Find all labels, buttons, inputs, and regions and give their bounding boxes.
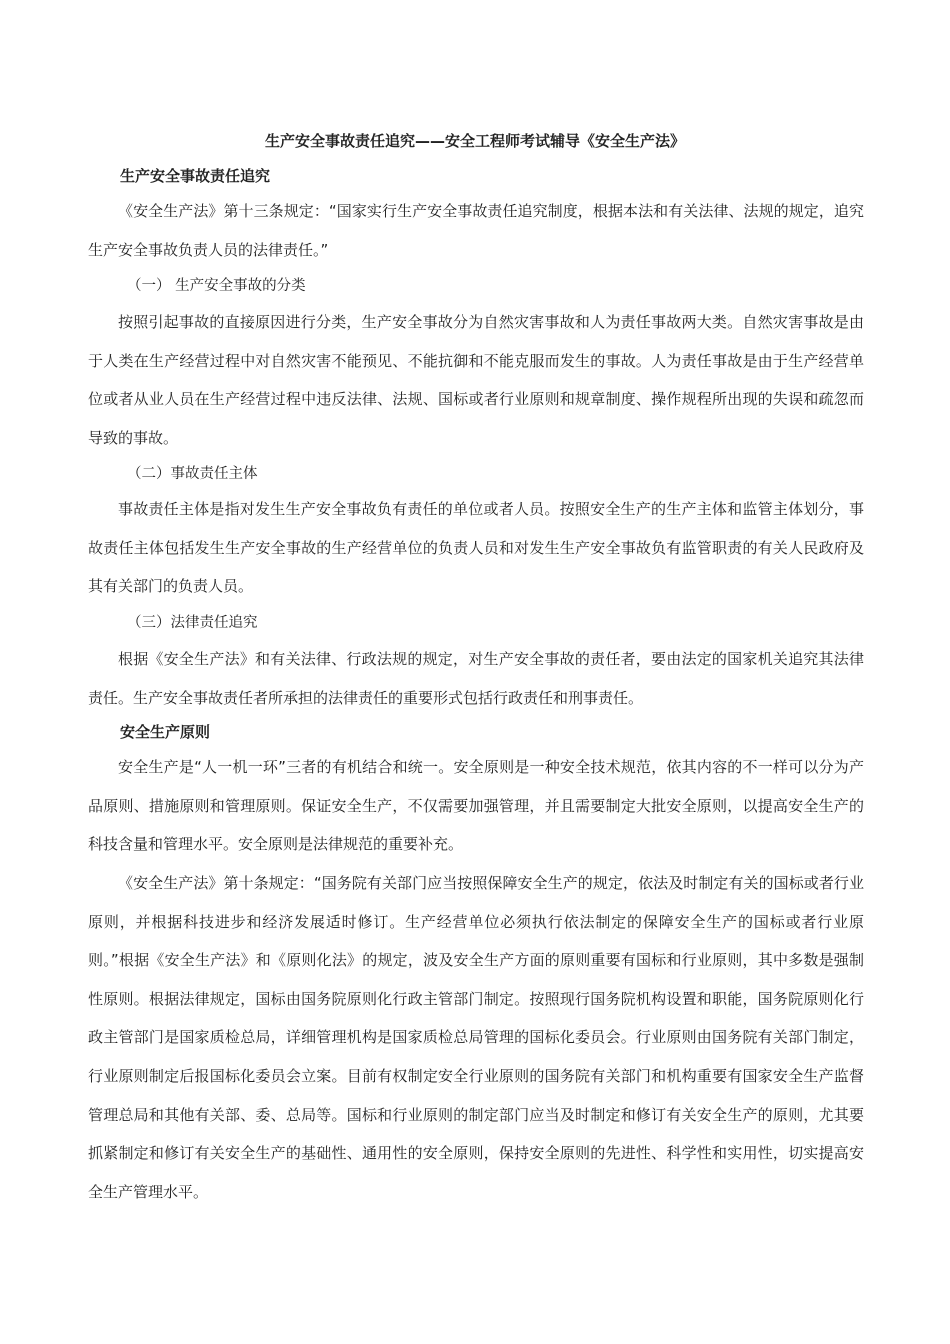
document-title: 生产安全事故责任追究——安全工程师考试辅导《安全生产法》 bbox=[264, 132, 685, 150]
subheading-classification: （一） 生产安全事故的分类 bbox=[127, 278, 306, 294]
paragraph-classification: 按照引起事故的直接原因进行分类，生产安全事故分为自然灾害事故和人为责任事故两大类。自然灾害事故是由于人类在生产经营过程中对自然灾害不能预见、不能抗御和不能克服而发生的事故。人为责任事故是由于生产经营单位或者从业人员在生产经营过程中违反法律、法规、国标或者行业原则和规章制度、操作规程所出现的失误和疏忽而导致的事故。 bbox=[88, 313, 864, 447]
subheading-responsible-party: （二）事故责任主体 bbox=[127, 466, 258, 482]
subheading-legal-liability: （三）法律责任追究 bbox=[127, 615, 258, 631]
section-heading-safety-principles: 安全生产原则 bbox=[120, 723, 211, 741]
paragraph-legal-liability: 根据《安全生产法》和有关法律、行政法规的规定，对生产安全事故的责任者，要由法定的国家机关追究其法律责任。生产安全事故责任者所承担的法律责任的重要形式包括行政责任和刑事责任。 bbox=[88, 650, 864, 707]
paragraph-safety-principles: 安全生产是“人一机一环”三者的有机结合和统一。安全原则是一种安全技术规范，依其内容的不一样可以分为产品原则、措施原则和管理原则。保证安全生产，不仅需要加强管理，并且需要制定大批安全原则，以提高安全生产的科技含量和管理水平。安全原则是法律规范的重要补充。 bbox=[88, 758, 864, 854]
section-heading-accountability: 生产安全事故责任追究 bbox=[120, 167, 271, 185]
paragraph-responsible-party: 事故责任主体是指对发生生产安全事故负有责任的单位或者人员。按照安全生产的生产主体和监管主体划分，事故责任主体包括发生生产安全事故的生产经营单位的负责人员和对发生生产安全事故负有监管职责的有关人民政府及其有关部门的负责人员。 bbox=[88, 500, 864, 596]
paragraph-article-10: 《安全生产法》第十条规定：“国务院有关部门应当按照保障安全生产的规定，依法及时制定有关的国标或者行业原则，并根据科技进步和经济发展适时修订。生产经营单位必须执行依法制定的保障安全生产的国标或者行业原则。”根据《安全生产法》和《原则化法》的规定，波及安全生产方面的原则重要有国标和行业原则，其中多数是强制性原则。根据法律规定，国标由国务院原则化行政主管部门制定。按照现行国务院机构设置和职能，国务院原则化行政主管部门是国家质检总局，详细管理机构是国家质检总局管理的国标化委员会。行业原则由国务院有关部门制定，行业原则制定后报国标化委员会立案。目前有权制定安全行业原则的国务院有关部门和机构重要有国家安全生产监督管理总局和其他有关部、委、总局等。国标和行业原则的制定部门应当及时制定和修订有关安全生产的原则，尤其要抓紧制定和修订有关安全生产的基础性、通用性的安全原则，保持安全原则的先进性、科学性和实用性，切实提高安全生产管理水平。 bbox=[88, 874, 864, 1201]
paragraph-article-13: 《安全生产法》第十三条规定：“国家实行生产安全事故责任追究制度，根据本法和有关法律、法规的规定，追究生产安全事故负责人员的法律责任。” bbox=[88, 202, 864, 259]
